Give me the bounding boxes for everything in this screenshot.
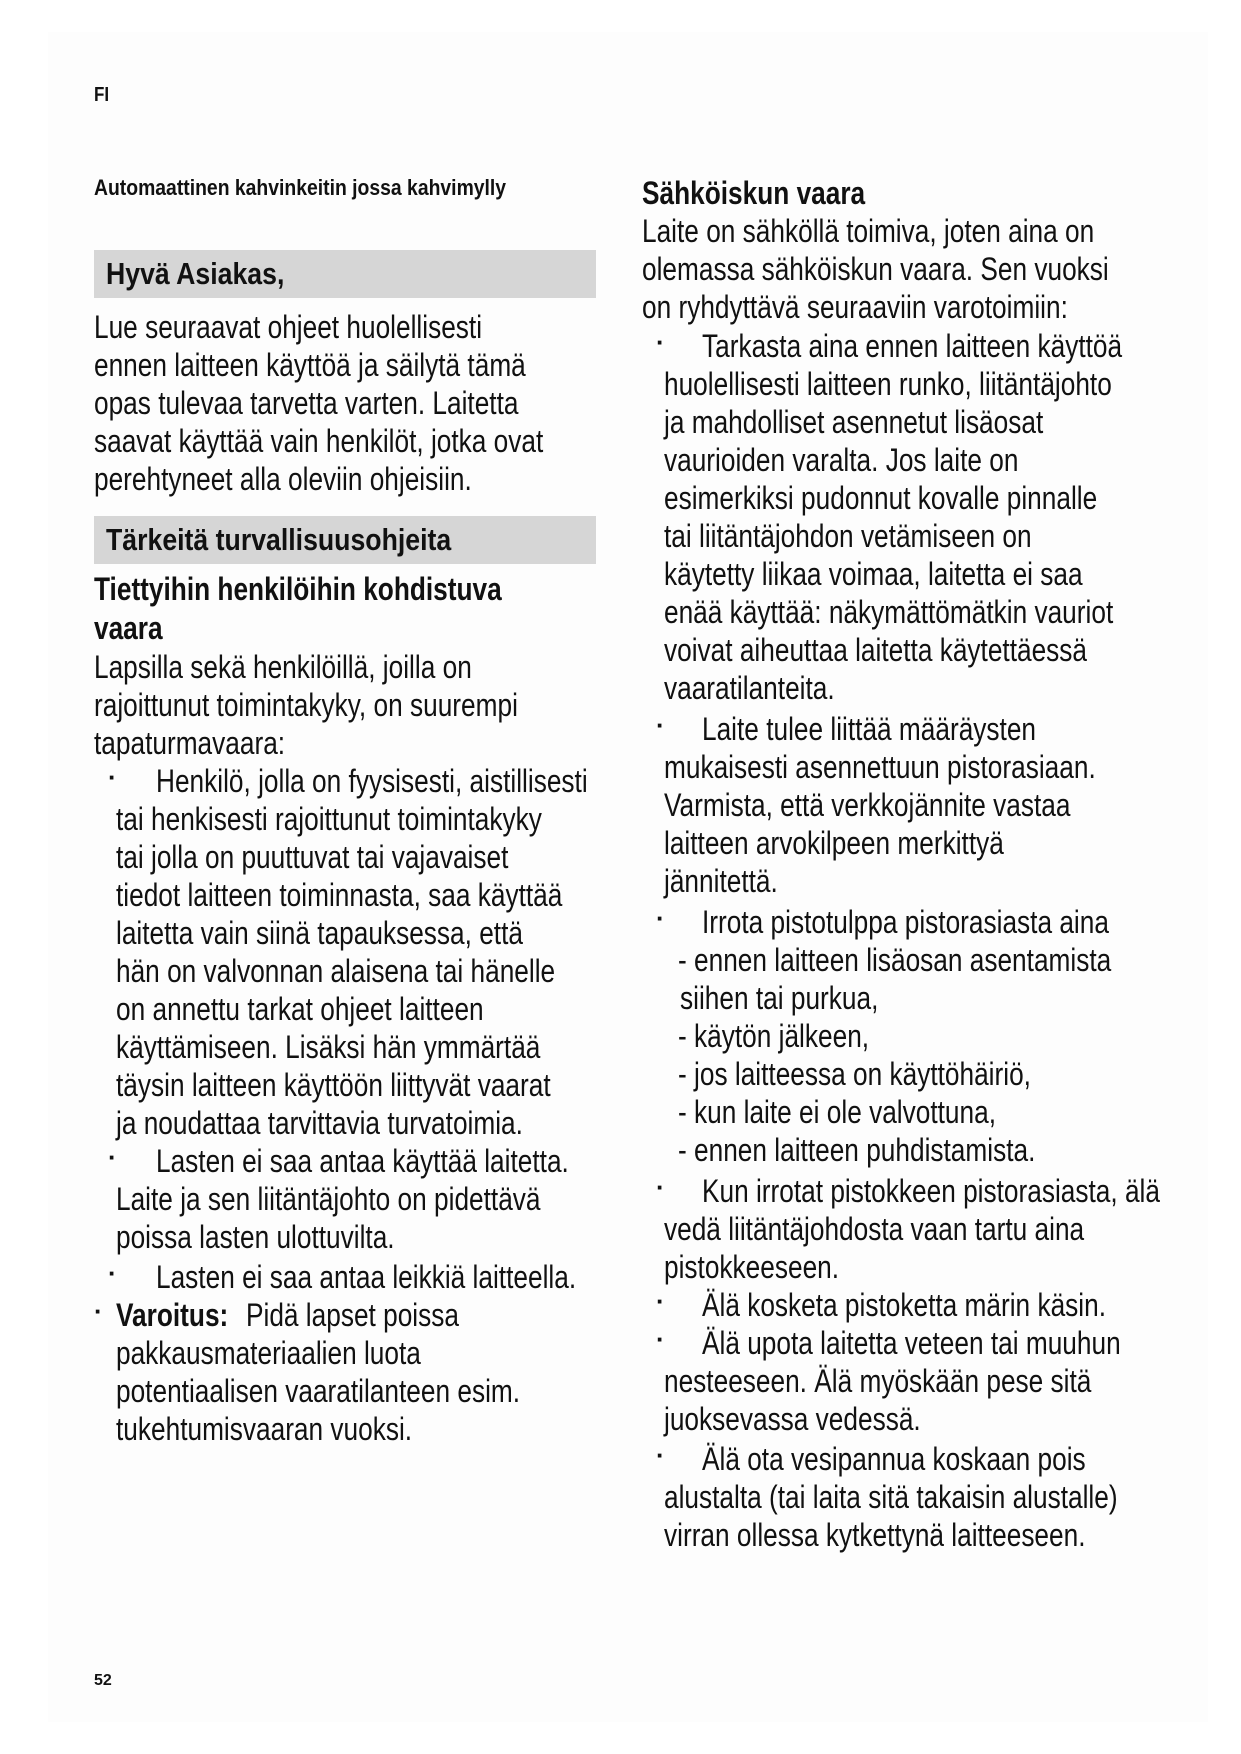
bullet-line: poissa lasten ulottuvilta. xyxy=(116,1219,395,1255)
bullet-line: Lasten ei saa antaa leikkiä laitteella. xyxy=(156,1259,577,1295)
safety-heading-box xyxy=(94,516,596,564)
language-code: FI xyxy=(94,84,110,106)
bullet-marker: · xyxy=(656,327,665,357)
intro-line: ennen laitteen käyttöä ja säilytä tämä xyxy=(94,347,526,383)
warning-label: Varoitus: xyxy=(116,1297,229,1333)
bullet-line: vedä liitäntäjohdosta vaan tartu aina xyxy=(664,1211,1085,1247)
warning-line: Pidä lapset poissa xyxy=(246,1297,459,1333)
bullet-line: jännitettä. xyxy=(664,863,778,899)
intro-line: Lue seuraavat ohjeet huolellisesti xyxy=(94,309,483,345)
bullet-marker: · xyxy=(656,1286,665,1316)
bullet-line: ja noudattaa tarvittavia turvatoimia. xyxy=(116,1105,523,1141)
warning-line: potentiaalisen vaaratilanteen esim. xyxy=(116,1373,521,1409)
bullet-line: vaurioiden varalta. Jos laite on xyxy=(664,442,1019,478)
bullet-line: Älä upota laitetta veteen tai muuhun xyxy=(702,1325,1121,1361)
bullet-line: huolellisesti laitteen runko, liitäntäjohto xyxy=(664,366,1112,402)
bullet-marker: · xyxy=(656,710,665,740)
shock-intro-line: olemassa sähköiskun vaara. Sen vuoksi xyxy=(642,251,1109,287)
bullet-line: laitetta vain siinä tapauksessa, että xyxy=(116,915,523,951)
bullet-line: Varmista, että verkkojännite vastaa xyxy=(664,787,1071,823)
bullet-line: Tarkasta aina ennen laitteen käyttöä xyxy=(702,328,1123,364)
intro-line: opas tulevaa tarvetta varten. Laitetta xyxy=(94,385,519,421)
page-number: 52 xyxy=(94,1672,112,1689)
bullet-marker: · xyxy=(108,1142,117,1172)
bullet-sub-line: - käytön jälkeen, xyxy=(678,1018,870,1054)
bullet-line: on annettu tarkat ohjeet laitteen xyxy=(116,991,484,1027)
document-title: Automaattinen kahvinkeitin jossa kahvimylly xyxy=(94,175,507,200)
bullet-line: pistokkeeseen. xyxy=(664,1249,840,1285)
bullet-line: Laite tulee liittää määräysten xyxy=(702,711,1037,747)
bullet-marker: · xyxy=(656,1324,665,1354)
shock-intro-line: on ryhdyttävä seuraaviin varotoimiin: xyxy=(642,289,1068,325)
bullet-sub-line: - ennen laitteen lisäosan asentamista xyxy=(678,942,1112,978)
bullet-line: Älä ota vesipannua koskaan pois xyxy=(702,1441,1086,1477)
bullet-sub-line: - jos laitteessa on käyttöhäiriö, xyxy=(678,1056,1031,1092)
bullet-sub-line: - ennen laitteen puhdistamista. xyxy=(678,1132,1036,1168)
bullet-line: tai liitäntäjohdon vetämiseen on xyxy=(664,518,1032,554)
persons-intro-line: Lapsilla sekä henkilöillä, joilla on xyxy=(94,649,472,685)
bullet-line: laitteen arvokilpeen merkittyä xyxy=(664,825,1004,861)
persons-heading: Tiettyihin henkilöihin kohdistuva xyxy=(94,571,502,607)
bullet-line: tiedot laitteen toiminnasta, saa käyttää xyxy=(116,877,563,913)
bullet-line: tai henkisesti rajoittunut toimintakyky xyxy=(116,801,542,837)
bullet-line: juoksevassa vedessä. xyxy=(664,1401,921,1437)
persons-intro-line: tapaturmavaara: xyxy=(94,725,286,761)
bullet-marker: · xyxy=(656,1172,665,1202)
bullet-line: Kun irrotat pistokkeen pistorasiasta, älä xyxy=(702,1173,1160,1209)
bullet-line: täysin laitteen käyttöön liittyvät vaarat xyxy=(116,1067,551,1103)
bullet-marker: · xyxy=(108,1258,117,1288)
bullet-line: virran ollessa kytkettynä laitteeseen. xyxy=(664,1517,1086,1553)
shock-intro-line: Laite on sähköllä toimiva, joten aina on xyxy=(642,213,1095,249)
bullet-line: Älä kosketa pistoketta märin käsin. xyxy=(702,1287,1106,1323)
bullet-line: voivat aiheuttaa laitetta käytettäessä xyxy=(664,632,1088,668)
bullet-line: Henkilö, jolla on fyysisesti, aistillisesti xyxy=(156,763,588,799)
bullet-marker: · xyxy=(656,903,665,933)
intro-line: saavat käyttää vain henkilöt, jotka ovat xyxy=(94,423,544,459)
bullet-line: ja mahdolliset asennetut lisäosat xyxy=(664,404,1044,440)
bullet-line: käytetty liikaa voimaa, laitetta ei saa xyxy=(664,556,1083,592)
bullet-line: tai jolla on puuttuvat tai vajavaiset xyxy=(116,839,509,875)
persons-intro-line: rajoittunut toimintakyky, on suurempi xyxy=(94,687,518,723)
bullet-line: Lasten ei saa antaa käyttää laitetta. xyxy=(156,1143,569,1179)
bullet-line: Laite ja sen liitäntäjohto on pidettävä xyxy=(116,1181,541,1217)
greeting-heading-box xyxy=(94,250,596,298)
bullet-line: mukaisesti asennettuun pistorasiaan. xyxy=(664,749,1096,785)
bullet-line: nesteeseen. Älä myöskään pese sitä xyxy=(664,1363,1092,1399)
bullet-marker: · xyxy=(94,1296,103,1326)
bullet-marker: · xyxy=(656,1440,665,1470)
shock-heading: Sähköiskun vaara xyxy=(642,175,866,211)
persons-heading: vaara xyxy=(94,610,163,646)
bullet-line: esimerkiksi pudonnut kovalle pinnalle xyxy=(664,480,1098,516)
bullet-sub-line: - kun laite ei ole valvottuna, xyxy=(678,1094,996,1130)
warning-line: pakkausmateriaalien luota xyxy=(116,1335,421,1371)
safety-heading: Tärkeitä turvallisuusohjeita xyxy=(106,522,452,557)
bullet-line: alustalta (tai laita sitä takaisin alustalle) xyxy=(664,1479,1118,1515)
bullet-sub-line: siihen tai purkua, xyxy=(680,980,879,1016)
bullet-line: vaaratilanteita. xyxy=(664,670,835,706)
bullet-line: enää käyttää: näkymättömätkin vauriot xyxy=(664,594,1114,630)
bullet-line: Irrota pistotulppa pistorasiasta aina xyxy=(702,904,1109,940)
bullet-line: hän on valvonnan alaisena tai hänelle xyxy=(116,953,556,989)
greeting-heading: Hyvä Asiakas, xyxy=(106,256,285,291)
warning-line: tukehtumisvaaran vuoksi. xyxy=(116,1411,413,1447)
bullet-line: käyttämiseen. Lisäksi hän ymmärtää xyxy=(116,1029,541,1065)
intro-line: perehtyneet alla oleviin ohjeisiin. xyxy=(94,461,472,497)
bullet-marker: · xyxy=(108,762,117,792)
